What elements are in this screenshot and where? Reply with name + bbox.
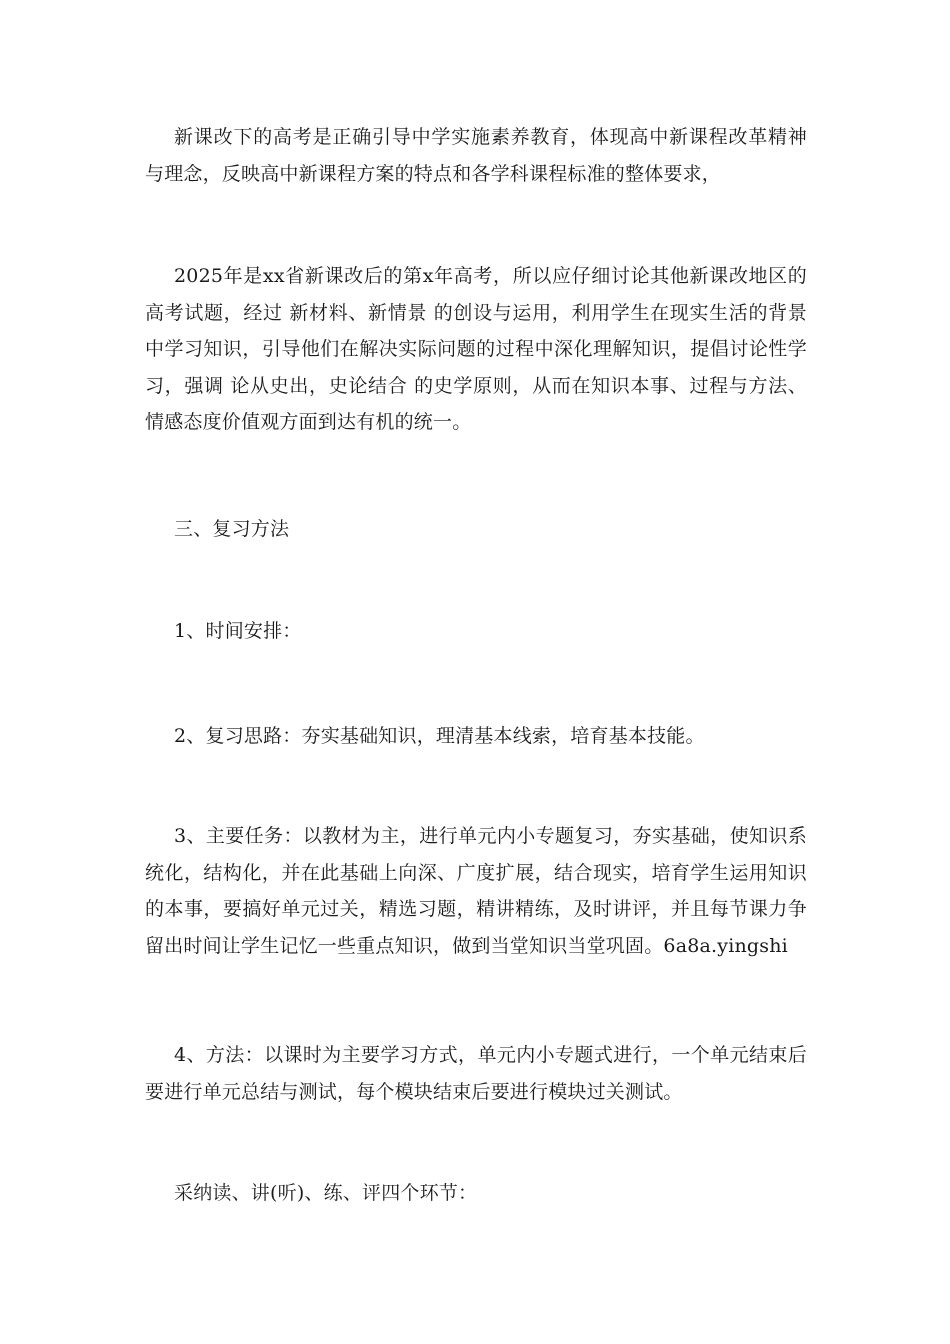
paragraph-four-steps: 采纳读、讲(听)、练、评四个环节：	[174, 1182, 478, 1204]
paragraph-curriculum-reform: 新课改下的高考是正确引导中学实施素养教育，体现高中新课程改革精神与理念，反映高中新课程方案的特点和各学科课程标准的整体要求，	[145, 126, 807, 185]
section-heading-review-methods: 三、复习方法	[174, 518, 290, 540]
list-item-review-approach: 2、复习思路：夯实基础知识，理清基本线索，培育基本技能。	[174, 725, 705, 747]
list-item-methods: 4、方法：以课时为主要学习方式，单元内小专题式进行，一个单元结束后要进行单元总结与测试，每个模块结束后要进行模块过关测试。	[145, 1044, 807, 1103]
list-item-time-arrangement: 1、时间安排：	[174, 620, 302, 642]
list-item-main-tasks: 3、主要任务：以教材为主，进行单元内小专题复习，夯实基础，使知识系统化，结构化，并在此基础上向深、广度扩展，结合现实，培育学生运用知识的本事，要搞好单元过关，精选习题，精讲精练，及时讲评，并且每节课力争留出时间让学生记忆一些重点知识，做到当堂知识当堂巩固。6a8a.yingshi	[145, 825, 807, 957]
paragraph-exam-analysis: 2025年是xx省新课改后的第x年高考，所以应仔细讨论其他新课改地区的高考试题，经过 新材料、新情景 的创设与运用，利用学生在现实生活的背景中学习知识，引导他们在解决实际问题的过程中深化理解知识，提倡讨论性学习，强调 论从史出，史论结合 的史学原则，从而在知识本事、过程与方法、情感态度价值观方面到达有机的统一。	[145, 265, 807, 433]
